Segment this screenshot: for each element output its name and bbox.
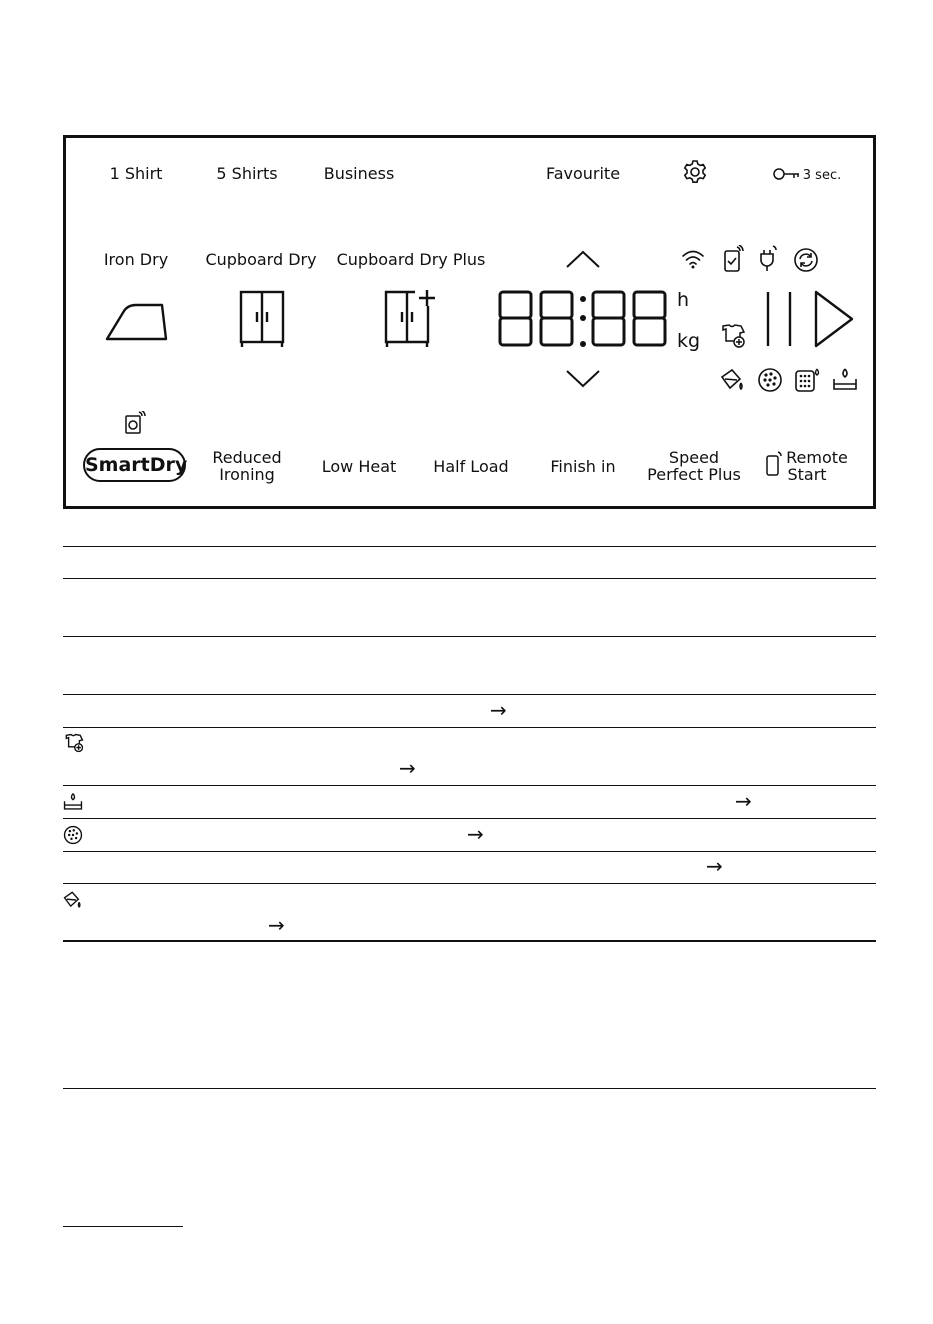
one-shirt-button[interactable]: 1 Shirt: [109, 164, 163, 183]
lock-hint-label: 3 sec.: [802, 168, 842, 183]
table-rule: [63, 546, 876, 547]
cupboard-dry-button[interactable]: Cupboard Dry: [205, 250, 317, 269]
speed-label-1[interactable]: Speed: [668, 448, 720, 467]
hours-unit: h: [677, 289, 690, 311]
remote-start-label-2[interactable]: Start: [787, 465, 827, 484]
pause-icon[interactable]: [764, 290, 794, 348]
cupboard-plus-icon: [383, 288, 439, 348]
low-heat-button[interactable]: Low Heat: [321, 457, 397, 476]
cupboard-icon: [238, 290, 286, 348]
lint-filter-icon: [63, 825, 83, 845]
business-button[interactable]: Business: [323, 164, 395, 183]
table-rule: [63, 851, 876, 852]
water-tank-icon: [63, 792, 83, 812]
arrow-down-icon[interactable]: [565, 369, 601, 389]
half-load-button[interactable]: Half Load: [433, 457, 509, 476]
settings-gear-icon[interactable]: [682, 159, 708, 185]
table-rule: [63, 727, 876, 728]
container-icon: [720, 367, 746, 393]
kg-unit: kg: [677, 330, 701, 352]
wifi-icon: [681, 248, 705, 270]
reduced-ironing-label-1[interactable]: Reduced: [212, 448, 282, 467]
shirt-plus-icon: [719, 323, 747, 349]
reference-arrow: →: [399, 756, 416, 780]
table-rule: [63, 578, 876, 579]
reference-arrow: →: [490, 698, 507, 722]
table-rule: [63, 940, 876, 942]
five-shirts-button[interactable]: 5 Shirts: [216, 164, 278, 183]
control-panel: [63, 135, 876, 509]
lint-filter-icon: [757, 367, 783, 393]
table-rule: [63, 636, 876, 637]
cupboard-dry-plus-button[interactable]: Cupboard Dry Plus: [336, 250, 486, 269]
plug-icon: [756, 244, 780, 272]
arrow-up-icon[interactable]: [565, 249, 601, 269]
play-icon[interactable]: [813, 289, 855, 349]
table-rule: [63, 694, 876, 695]
iron-dry-button[interactable]: Iron Dry: [103, 250, 169, 269]
water-tank-icon: [832, 367, 858, 393]
reference-arrow: →: [706, 854, 723, 878]
refresh-icon: [793, 247, 819, 273]
remote-phone-icon: [765, 451, 785, 477]
smartdry-button[interactable]: SmartDry: [83, 448, 186, 482]
shirt-plus-icon: [63, 733, 85, 753]
table-rule: [63, 883, 876, 884]
iron-icon: [104, 295, 168, 341]
time-display: [497, 289, 669, 351]
key-lock-icon[interactable]: [773, 167, 801, 181]
phone-icon: [722, 245, 744, 273]
reference-arrow: →: [467, 822, 484, 846]
remote-start-label-1[interactable]: Remote: [786, 448, 848, 467]
filter-grid-icon: [794, 367, 820, 393]
reference-arrow: →: [268, 913, 285, 937]
speed-label-2[interactable]: Perfect Plus: [647, 465, 741, 484]
table-rule: [63, 785, 876, 786]
table-rule: [63, 818, 876, 819]
dryer-remote-icon: [124, 411, 146, 435]
finish-in-button[interactable]: Finish in: [550, 457, 616, 476]
footnote-rule: [63, 1226, 183, 1227]
table-rule: [63, 1088, 876, 1089]
favourite-button[interactable]: Favourite: [545, 164, 621, 183]
container-icon: [63, 890, 83, 910]
reference-arrow: →: [735, 789, 752, 813]
reduced-ironing-label-2[interactable]: Ironing: [219, 465, 275, 484]
